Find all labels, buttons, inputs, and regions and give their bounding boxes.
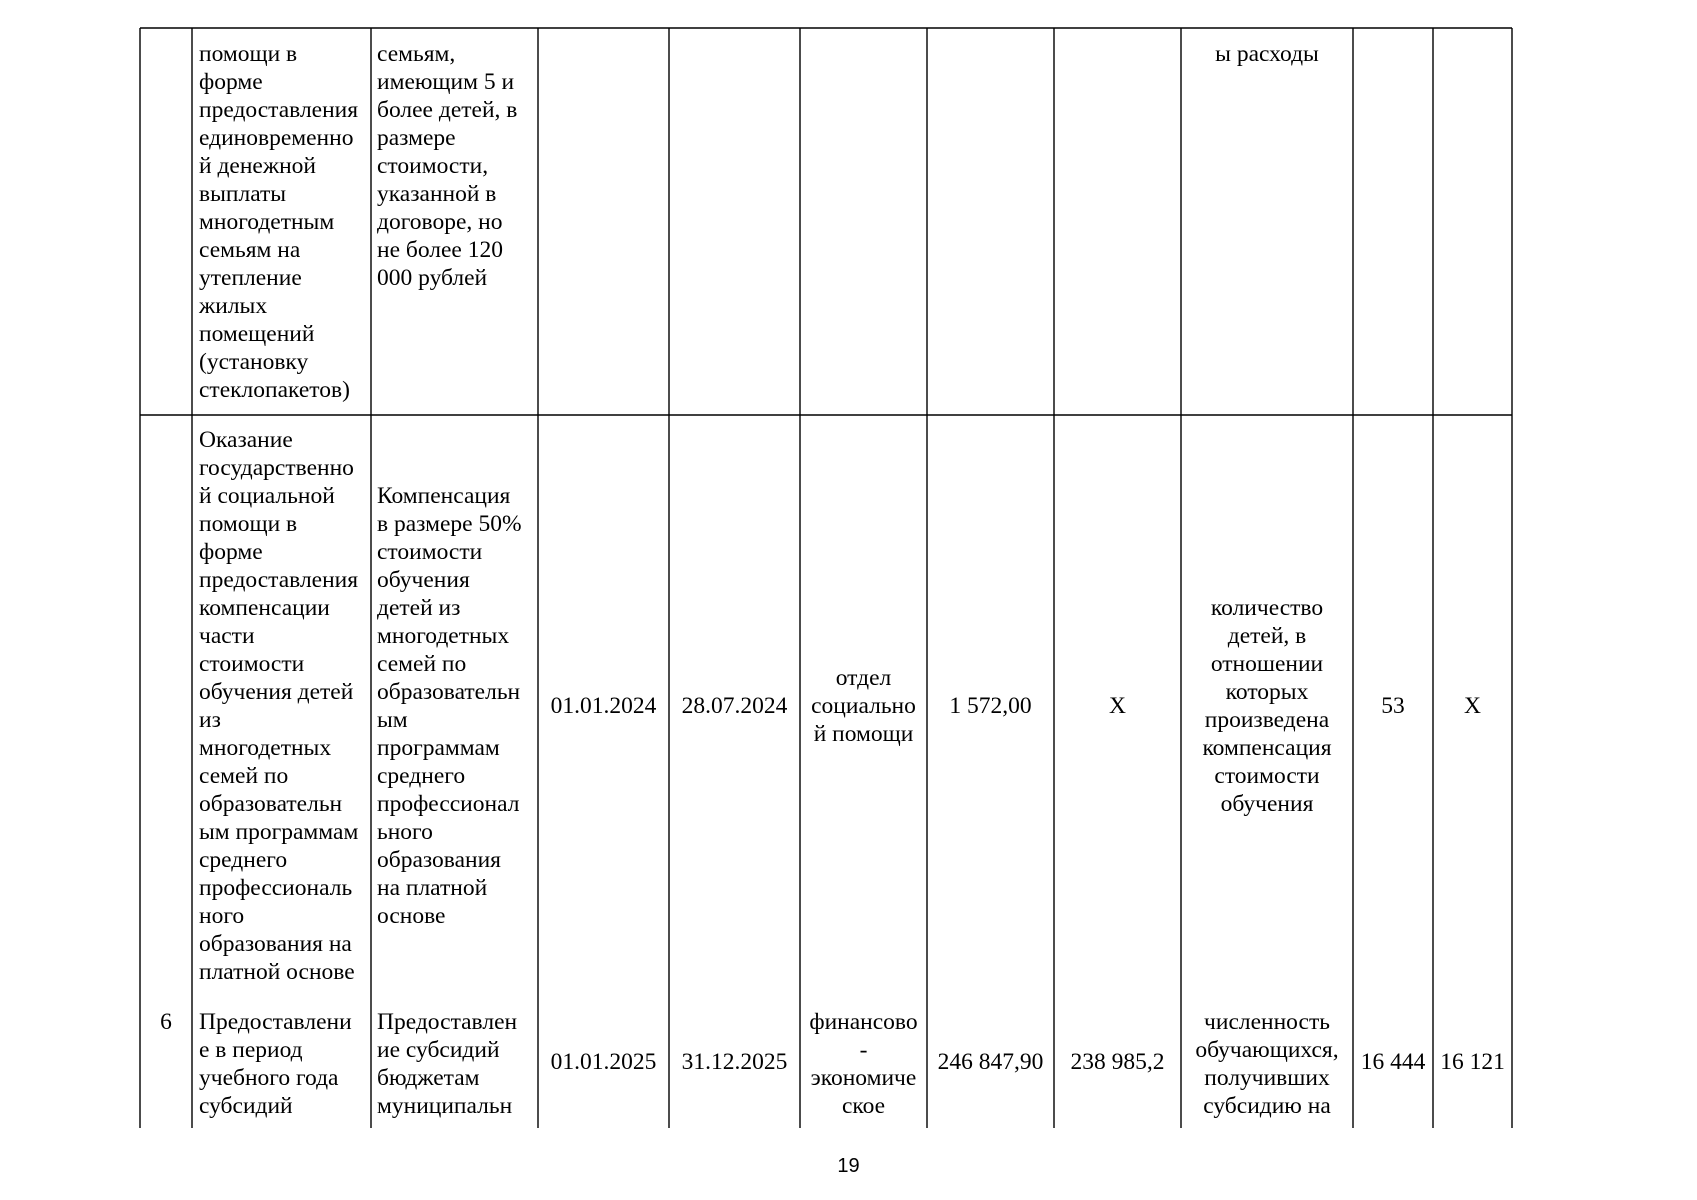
cell-amount-1: 1 572,00 (949, 693, 1032, 719)
cell-value-2: X (1464, 693, 1481, 719)
cell-value-1: 16 444 (1360, 1049, 1426, 1075)
cell-name: Предоставлени е в период учебного года субсидий (199, 1009, 352, 1119)
cell-description: Компенсация в размере 50% стоимости обучения детей из многодетных семей по образовательн ым программам среднего профессионал ьного образования на платной основе (377, 483, 522, 929)
cell-indicator: численность обучающихся, получивших субсидию на (1195, 1009, 1339, 1119)
cell-start-date: 01.01.2025 (550, 1049, 657, 1075)
cell-name: Оказание государственно й социальной помощи в форме предоставления компенсации части стоимости обучения детей из многодетных семей по образовательн ым программам среднего профессиональ ного образования на платной основе (199, 427, 359, 985)
cell-amount-1: 246 847,90 (937, 1049, 1044, 1075)
cell-amount-2: X (1109, 693, 1126, 719)
cell-row-number: 6 (160, 1009, 172, 1035)
cell-indicator: количество детей, в отношении которых произведена компенсация стоимости обучения (1202, 595, 1332, 817)
cell-name: помощи в форме предоставления единовременно й денежной выплаты многодетным семьям на утепление жилых помещений (установку стеклопакетов) (199, 41, 359, 403)
page-number: 19 (837, 1155, 860, 1177)
cell-indicator: ы расходы (1215, 41, 1319, 67)
cell-value-1: 53 (1381, 693, 1405, 719)
cell-executor: отдел социально й помощи (811, 665, 916, 747)
cell-amount-2: 238 985,2 (1070, 1049, 1165, 1075)
cell-description: Предоставлен ие субсидий бюджетам муниципальн (377, 1009, 518, 1119)
cell-value-2: 16 121 (1440, 1049, 1505, 1075)
cell-description: семьям, имеющим 5 и более детей, в размере стоимости, указанной в договоре, но не более 120 000 рублей (377, 41, 518, 291)
cell-start-date: 01.01.2024 (550, 693, 657, 719)
cell-end-date: 28.07.2024 (681, 693, 788, 719)
cell-end-date: 31.12.2025 (681, 1049, 788, 1075)
cell-executor: финансово - экономиче ское (809, 1009, 918, 1119)
